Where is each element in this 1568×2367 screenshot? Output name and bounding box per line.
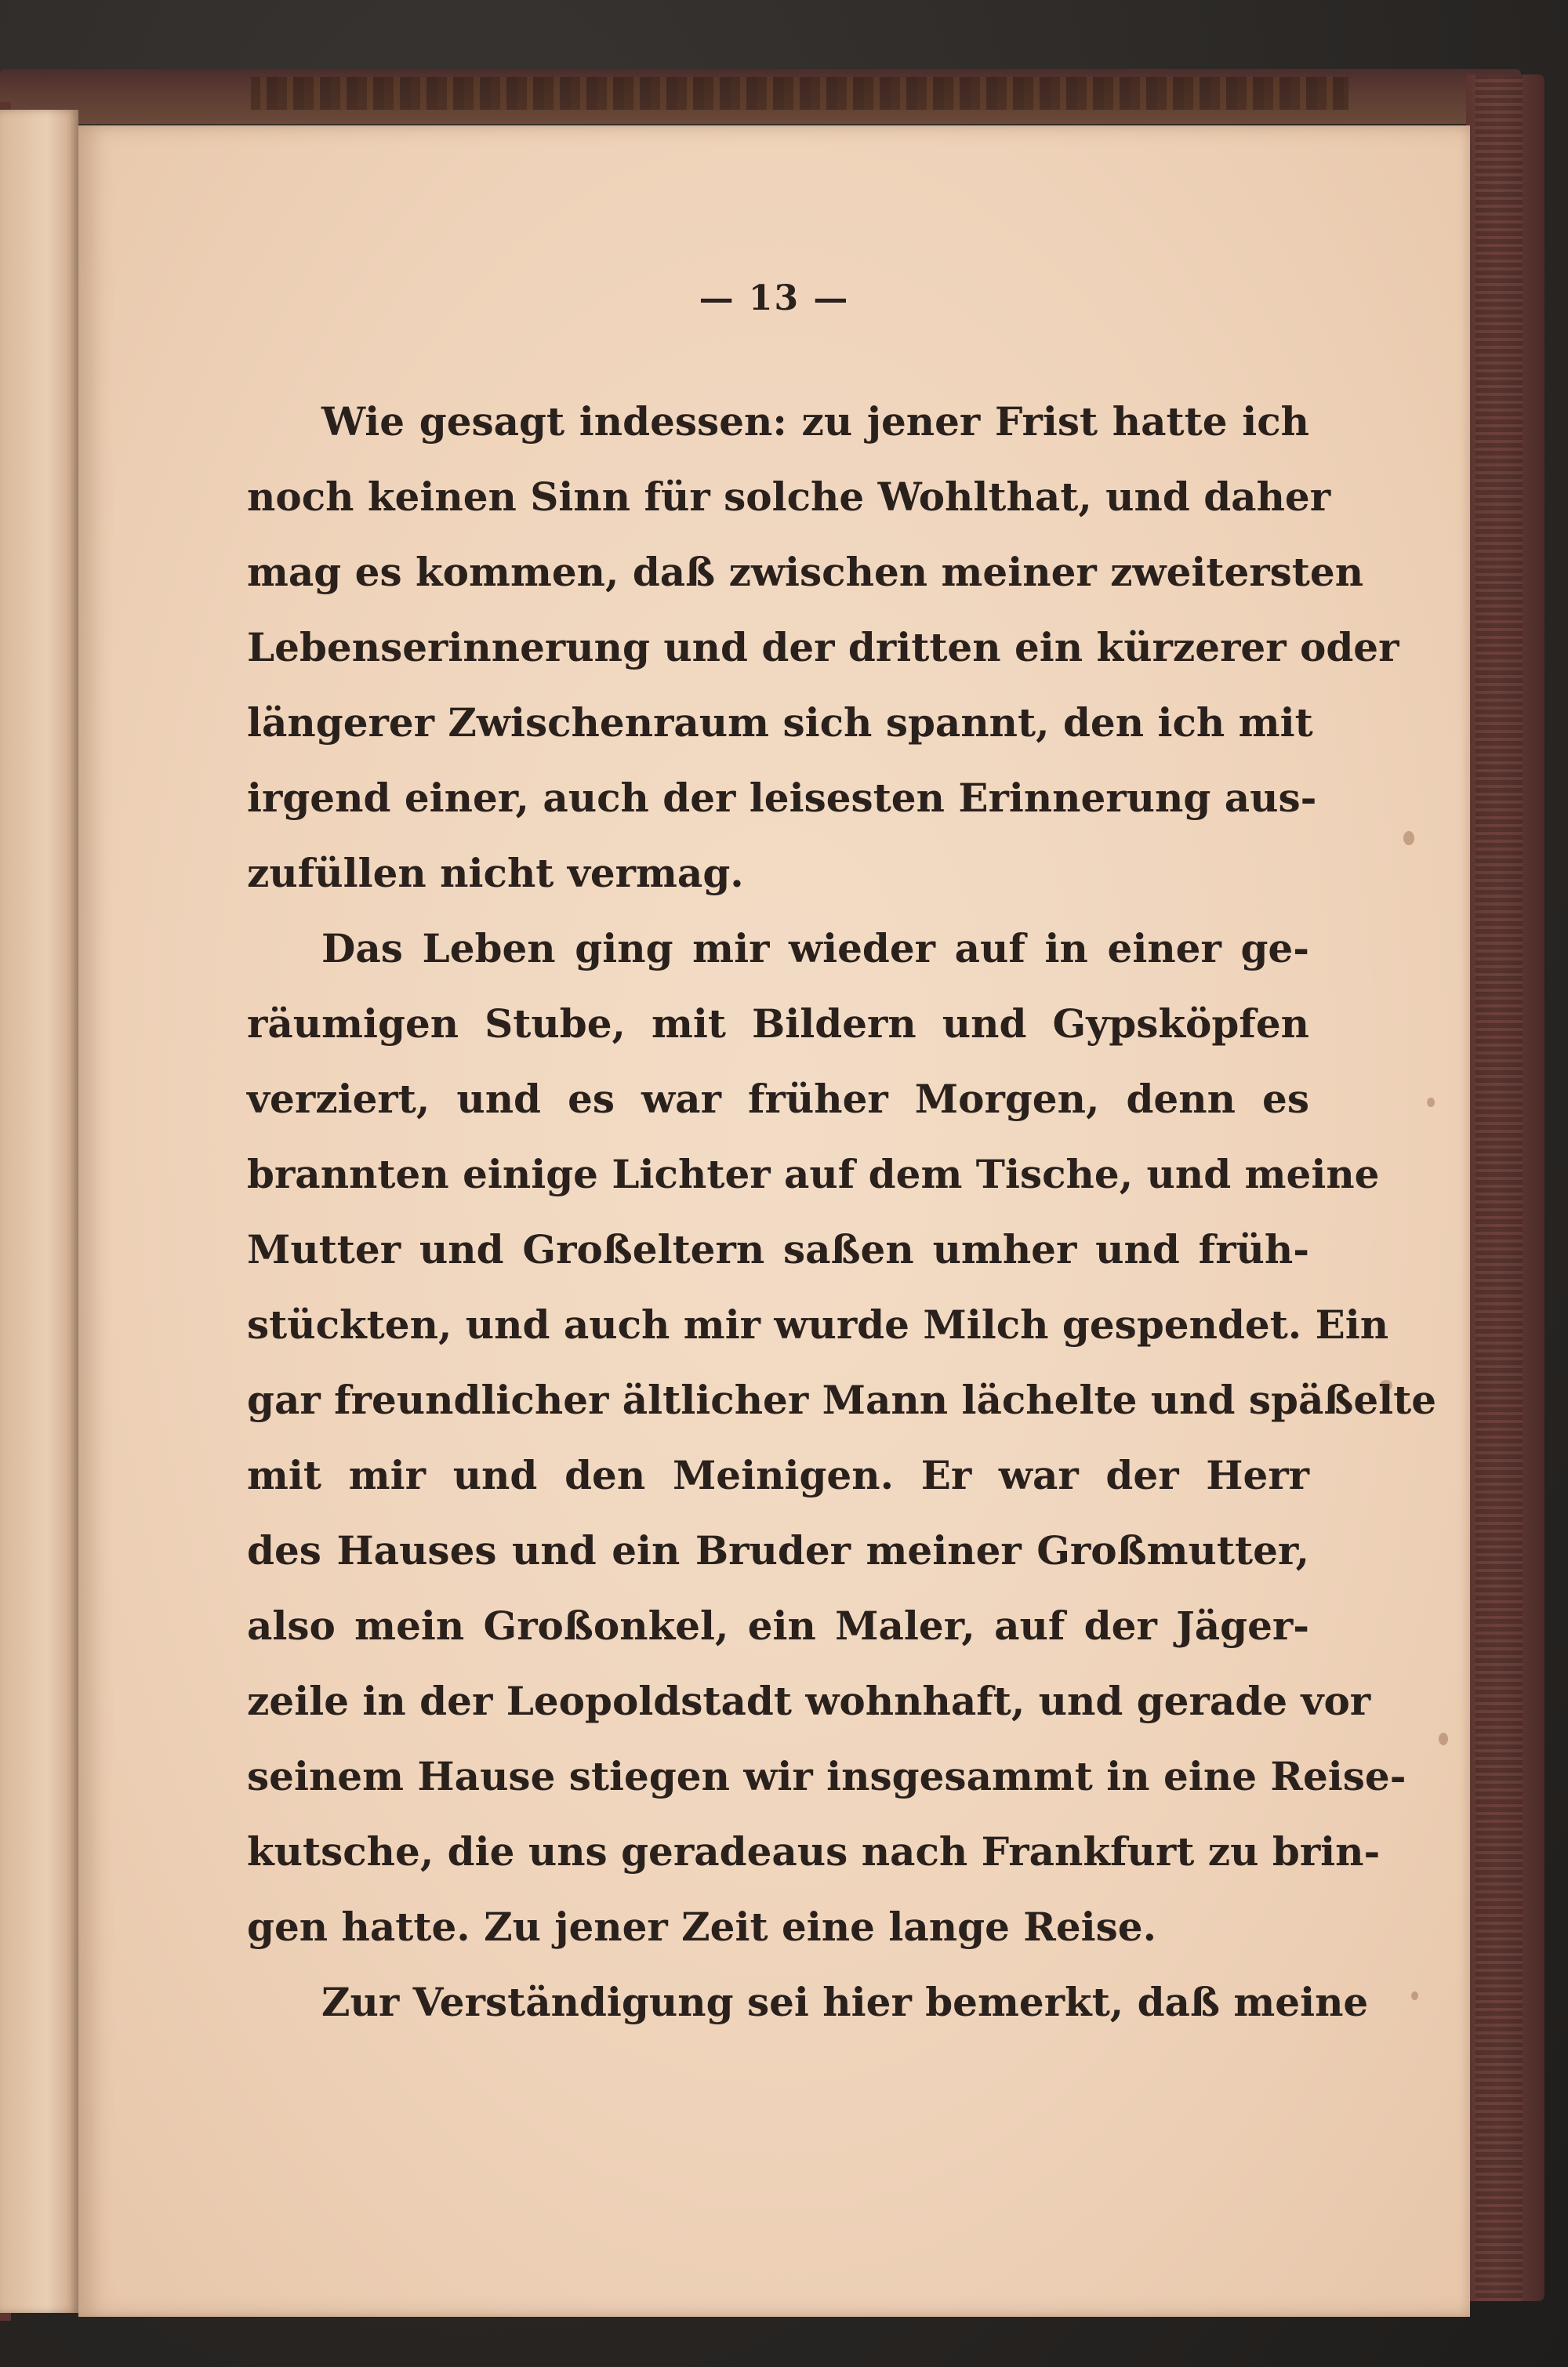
- text-line: noch keinen Sinn für solche Wohlthat, und daher: [247, 474, 1331, 520]
- book-page: [78, 125, 1470, 2317]
- text-line: kutsche, die uns geradeaus nach Frankfurt zu brin-: [247, 1828, 1381, 1875]
- page-number: — 13 —: [699, 278, 850, 318]
- text-line: also mein Großonkel, ein Maler, auf der Jäger-: [247, 1603, 1309, 1649]
- text-line: stückten, und auch mir wurde Milch gespendet. Ein: [247, 1301, 1389, 1348]
- text-line: Wie gesagt indessen: zu jener Frist hatte ich: [321, 398, 1309, 445]
- text-line: räumigen Stube, mit Bildern und Gypsköpfen: [247, 1000, 1309, 1047]
- text-line: verziert, und es war früher Morgen, denn es: [247, 1076, 1309, 1122]
- body-text: [247, 384, 1437, 2040]
- text-line: Lebenserinnerung und der dritten ein kürzerer oder: [247, 624, 1399, 670]
- text-line: zeile in der Leopoldstadt wohnhaft, und gerade vor: [247, 1678, 1371, 1724]
- book-cover-right-edge: [1466, 74, 1544, 2301]
- text-line: Das Leben ging mir wieder auf in einer ge-: [321, 925, 1309, 971]
- foxing-spot: [1439, 1733, 1448, 1745]
- text-line: seinem Hause stiegen wir insgesammt in eine Reise-: [247, 1753, 1406, 1799]
- foxing-spot: [1403, 831, 1414, 845]
- text-line: des Hauses und ein Bruder meiner Großmutter,: [247, 1527, 1309, 1574]
- foxing-spot: [1427, 1098, 1435, 1107]
- text-line: gar freundlicher ältlicher Mann lächelte und späßelte: [247, 1377, 1437, 1423]
- text-line: Mutter und Großeltern saßen umher und früh-: [247, 1226, 1309, 1272]
- text-line: mit mir und den Meinigen. Er war der Herr: [247, 1452, 1309, 1498]
- text-line: gen hatte. Zu jener Zeit eine lange Reise.: [247, 1904, 1157, 1950]
- previous-page-edge: [0, 110, 78, 2313]
- text-line: mag es kommen, daß zwischen meiner zweitersten: [247, 549, 1364, 595]
- text-line: irgend einer, auch der leisesten Erinnerung aus-: [247, 775, 1317, 821]
- text-line: Zur Verständigung sei hier bemerkt, daß meine: [321, 1979, 1369, 2025]
- book-cover-top-edge: [0, 69, 1521, 124]
- text-line: brannten einige Lichter auf dem Tische, und meine: [247, 1151, 1380, 1197]
- text-line: zufüllen nicht vermag.: [247, 850, 744, 896]
- text-line: längerer Zwischenraum sich spannt, den ich mit: [247, 699, 1313, 746]
- foxing-spot: [1411, 1991, 1418, 2000]
